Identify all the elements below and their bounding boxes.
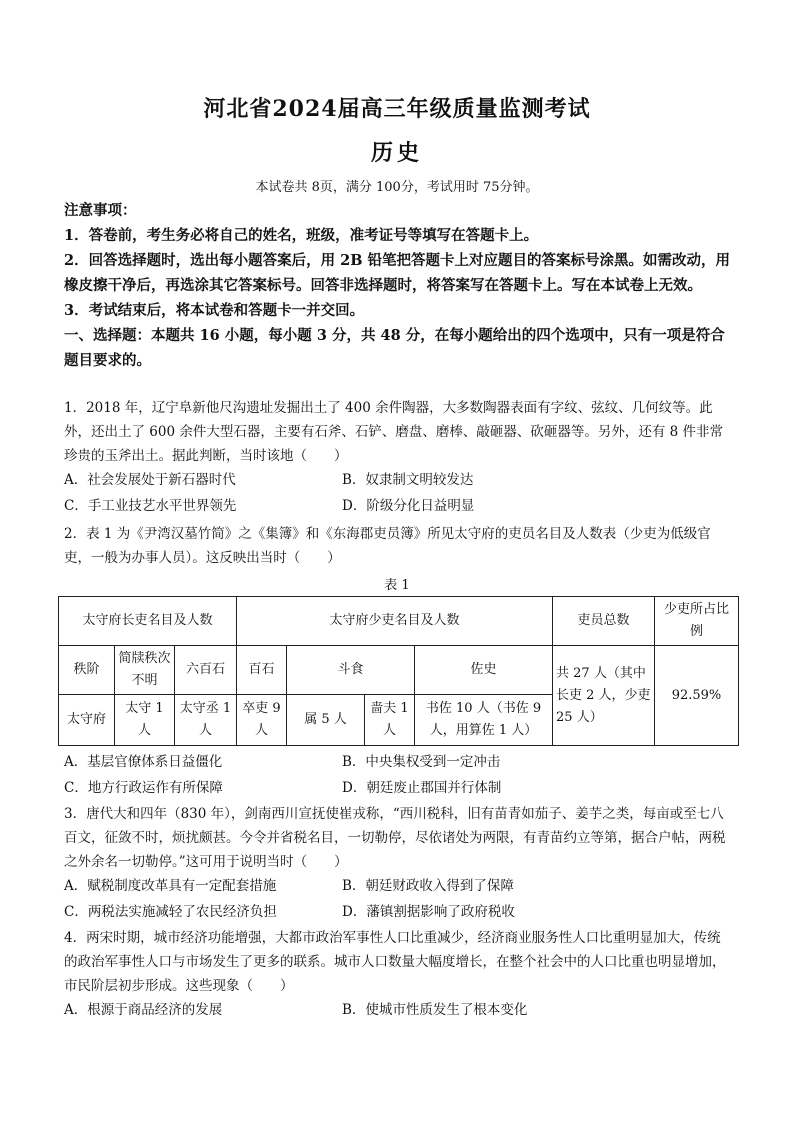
q1-option-b: B．奴隶制文明较发达 (342, 472, 474, 488)
total-value: 共 27 人（其中长吏 2 人，少吏 25 人） (553, 646, 655, 746)
question-2-stem: 2．表 1 为《尹湾汉墓竹简》之《集簿》和《东海郡吏员簿》所见太守府的吏员名目及人数表（少吏为低级官吏，一般为办事人员）。这反映出当时（ ） (64, 526, 711, 566)
q2-option-c: C．地方行政运作有所保障 (64, 780, 223, 796)
q4-option-b: B．使城市性质发生了根本变化 (342, 1002, 528, 1018)
rank-600: 六百石 (175, 646, 237, 695)
q1-option-c: C．手工业技艺水平世界领先 (64, 498, 237, 514)
cell-shu: 属 5 人 (287, 695, 365, 746)
header-ratio: 少吏所占比例 (655, 597, 739, 646)
subject-title: 历史 (370, 140, 423, 166)
q4-option-a: A．根源于商品经济的发展 (64, 1002, 223, 1018)
table-row (59, 646, 739, 695)
note-3: 3．考试结束后，将本试卷和答题卡一并交回。 (64, 302, 365, 319)
note-1: 1．答卷前，考生务必将自己的姓名，班级，准考证号等填写在答题卡上。 (64, 227, 539, 244)
header-long-officials: 太守府长吏名目及人数 (59, 597, 237, 646)
ratio-value: 92.59% (655, 646, 739, 746)
cell-shuzuo: 书佐 10 人（书佐 9 人，用算佐 1 人） (415, 695, 553, 746)
notes-block (64, 198, 734, 373)
rank-zuoshi: 佐史 (415, 646, 553, 695)
rank-label: 秩阶 (59, 646, 115, 695)
q1-option-d: D．阶级分化日益明显 (342, 498, 475, 514)
table-row (59, 597, 739, 646)
q2-option-d: D．朝廷废止郡国并行体制 (342, 780, 502, 796)
q3-option-c: C．两税法实施减轻了农民经济负担 (64, 904, 277, 920)
q1-option-a: A．社会发展处于新石器时代 (64, 472, 236, 488)
question-1-stem: 1．2018 年，辽宁阜新他尺沟遗址发掘出土了 400 余件陶器，大多数陶器表面有字纹、弦纹、几何纹等。此外，还出土了 600 余件大型石器，主要有石斧、石铲、磨盘、磨棒、敲砸器、砍砸器等。另外，还有 8 件非常珍贵的玉斧出土。据此判断，当时该地（ ） (64, 400, 724, 464)
exam-title: 河北省2024届高三年级质量监测考试 (203, 96, 591, 122)
q3-option-a: A．赋税制度改革具有一定配套措施 (64, 878, 277, 894)
section-heading: 一、选择题：本题共 16 小题，每小题 3 分，共 48 分，在每小题给出的四个选项中，只有一项是符合题目要求的。 (64, 327, 725, 369)
q2-option-a: A．基层官僚体系日益僵化 (64, 754, 223, 770)
data-table (58, 596, 739, 746)
q3-option-d: D．藩镇割据影响了政府税收 (342, 904, 515, 920)
header-short-officials: 太守府少吏名目及人数 (237, 597, 553, 646)
question-4-stem: 4．两宋时期，城市经济功能增强，大都市政治军事性人口比重减少，经济商业服务性人口比重明显加大，传统的政治军事性人口与市场发生了更多的联系。城市人口数量大幅度增长，在整个社会中的人口比重也明显增加，市民阶层初步形成。这些现象（ ） (64, 930, 726, 994)
rank-doushi: 斗食 (287, 646, 415, 695)
question-3-stem: 3．唐代大和四年（830 年），剑南西川宣抚使崔戎称，“西川税科，旧有苗青如茄子、姜芋之类，每亩或至七八百文，征敛不时，烦扰颇甚。今令并省税名目，一切勒停，尽依诸处为两限，有青苗约立等第，据合户帖，两税之外余名一切勒停。”这可用于说明当时（ ） (64, 806, 726, 870)
table-caption: 表 1 (384, 578, 410, 593)
cell-sifu: 啬夫 1 人 (365, 695, 415, 746)
rank-unclear: 简牍秩次不明 (115, 646, 175, 695)
office-label: 太守府 (59, 695, 115, 746)
q2-option-b: B．中央集权受到一定冲击 (342, 754, 501, 770)
cell-zushi: 卒吏 9 人 (237, 695, 287, 746)
rank-100: 百石 (237, 646, 287, 695)
note-2: 2．回答选择题时，选出每小题答案后，用 2B 铅笔把答题卡上对应题目的答案标号涂黑。如需改动，用橡皮擦干净后，再选涂其它答案标号。回答非选择题时，将答案写在答题卡上。写在本试卷上无效。 (64, 252, 731, 294)
q3-option-b: B．朝廷财政收入得到了保障 (342, 878, 514, 894)
exam-info: 本试卷共 8页，满分 100分，考试用时 75分钟。 (255, 180, 539, 195)
cell-cheng: 太守丞 1 人 (175, 695, 237, 746)
header-total: 吏员总数 (553, 597, 655, 646)
cell-taishou: 太守 1 人 (115, 695, 175, 746)
notes-heading: 注意事项： (64, 202, 137, 219)
